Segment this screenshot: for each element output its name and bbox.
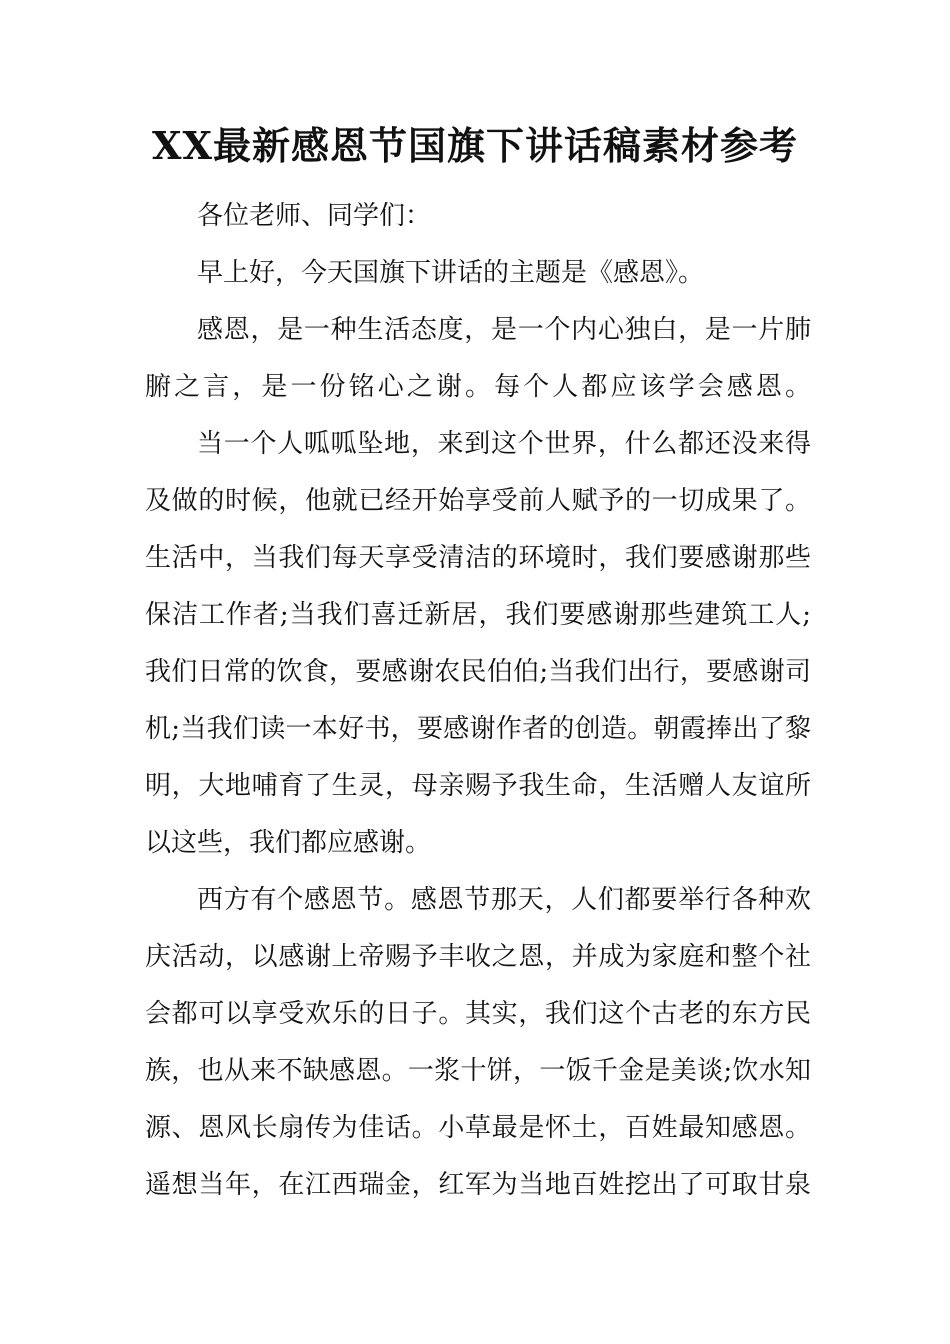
text-line: 保洁工作者;当我们喜迁新居，我们要感谢那些建筑工人; (145, 600, 811, 630)
text-line: 及做的时候，他就已经开始享受前人赋予的一切成果了。 (145, 486, 811, 516)
text-line: 腑之言，是一份铭心之谢。每个人都应该学会感恩。 (145, 372, 811, 402)
text-line: 源、恩风长扇传为佳话。小草最是怀土，百姓最知感恩。 (145, 1113, 811, 1143)
text-line: 各位老师、同学们： (197, 201, 432, 231)
text-line: 明，大地哺育了生灵，母亲赐予我生命，生活赠人友谊所 (145, 771, 811, 801)
text-line: 我们日常的饮食，要感谢农民伯伯;当我们出行，要感谢司 (145, 657, 811, 687)
text-line: 以这些，我们都应感谢。 (145, 828, 432, 858)
text-line: 遥想当年，在江西瑞金，红军为当地百姓挖出了可取甘泉 (145, 1170, 811, 1200)
text-line: 西方有个感恩节。感恩节那天，人们都要举行各种欢 (197, 885, 811, 915)
text-line: 早上好，今天国旗下讲话的主题是《感恩》。 (197, 258, 705, 288)
text-line: 感恩，是一种生活态度，是一个内心独白，是一片肺 (197, 315, 811, 345)
text-line: 族，也从来不缺感恩。一浆十饼，一饭千金是美谈;饮水知 (145, 1056, 811, 1086)
text-line: 机;当我们读一本好书，要感谢作者的创造。朝霞捧出了黎 (145, 714, 811, 744)
text-line: 当一个人呱呱坠地，来到这个世界，什么都还没来得 (197, 429, 811, 459)
text-line: 庆活动，以感谢上帝赐予丰收之恩，并成为家庭和整个社 (145, 942, 811, 972)
text-line: 会都可以享受欢乐的日子。其实，我们这个古老的东方民 (145, 999, 811, 1029)
text-line: 生活中，当我们每天享受清洁的环境时，我们要感谢那些 (145, 543, 811, 573)
document-title: XX最新感恩节国旗下讲话稿素材参考 (152, 123, 798, 168)
